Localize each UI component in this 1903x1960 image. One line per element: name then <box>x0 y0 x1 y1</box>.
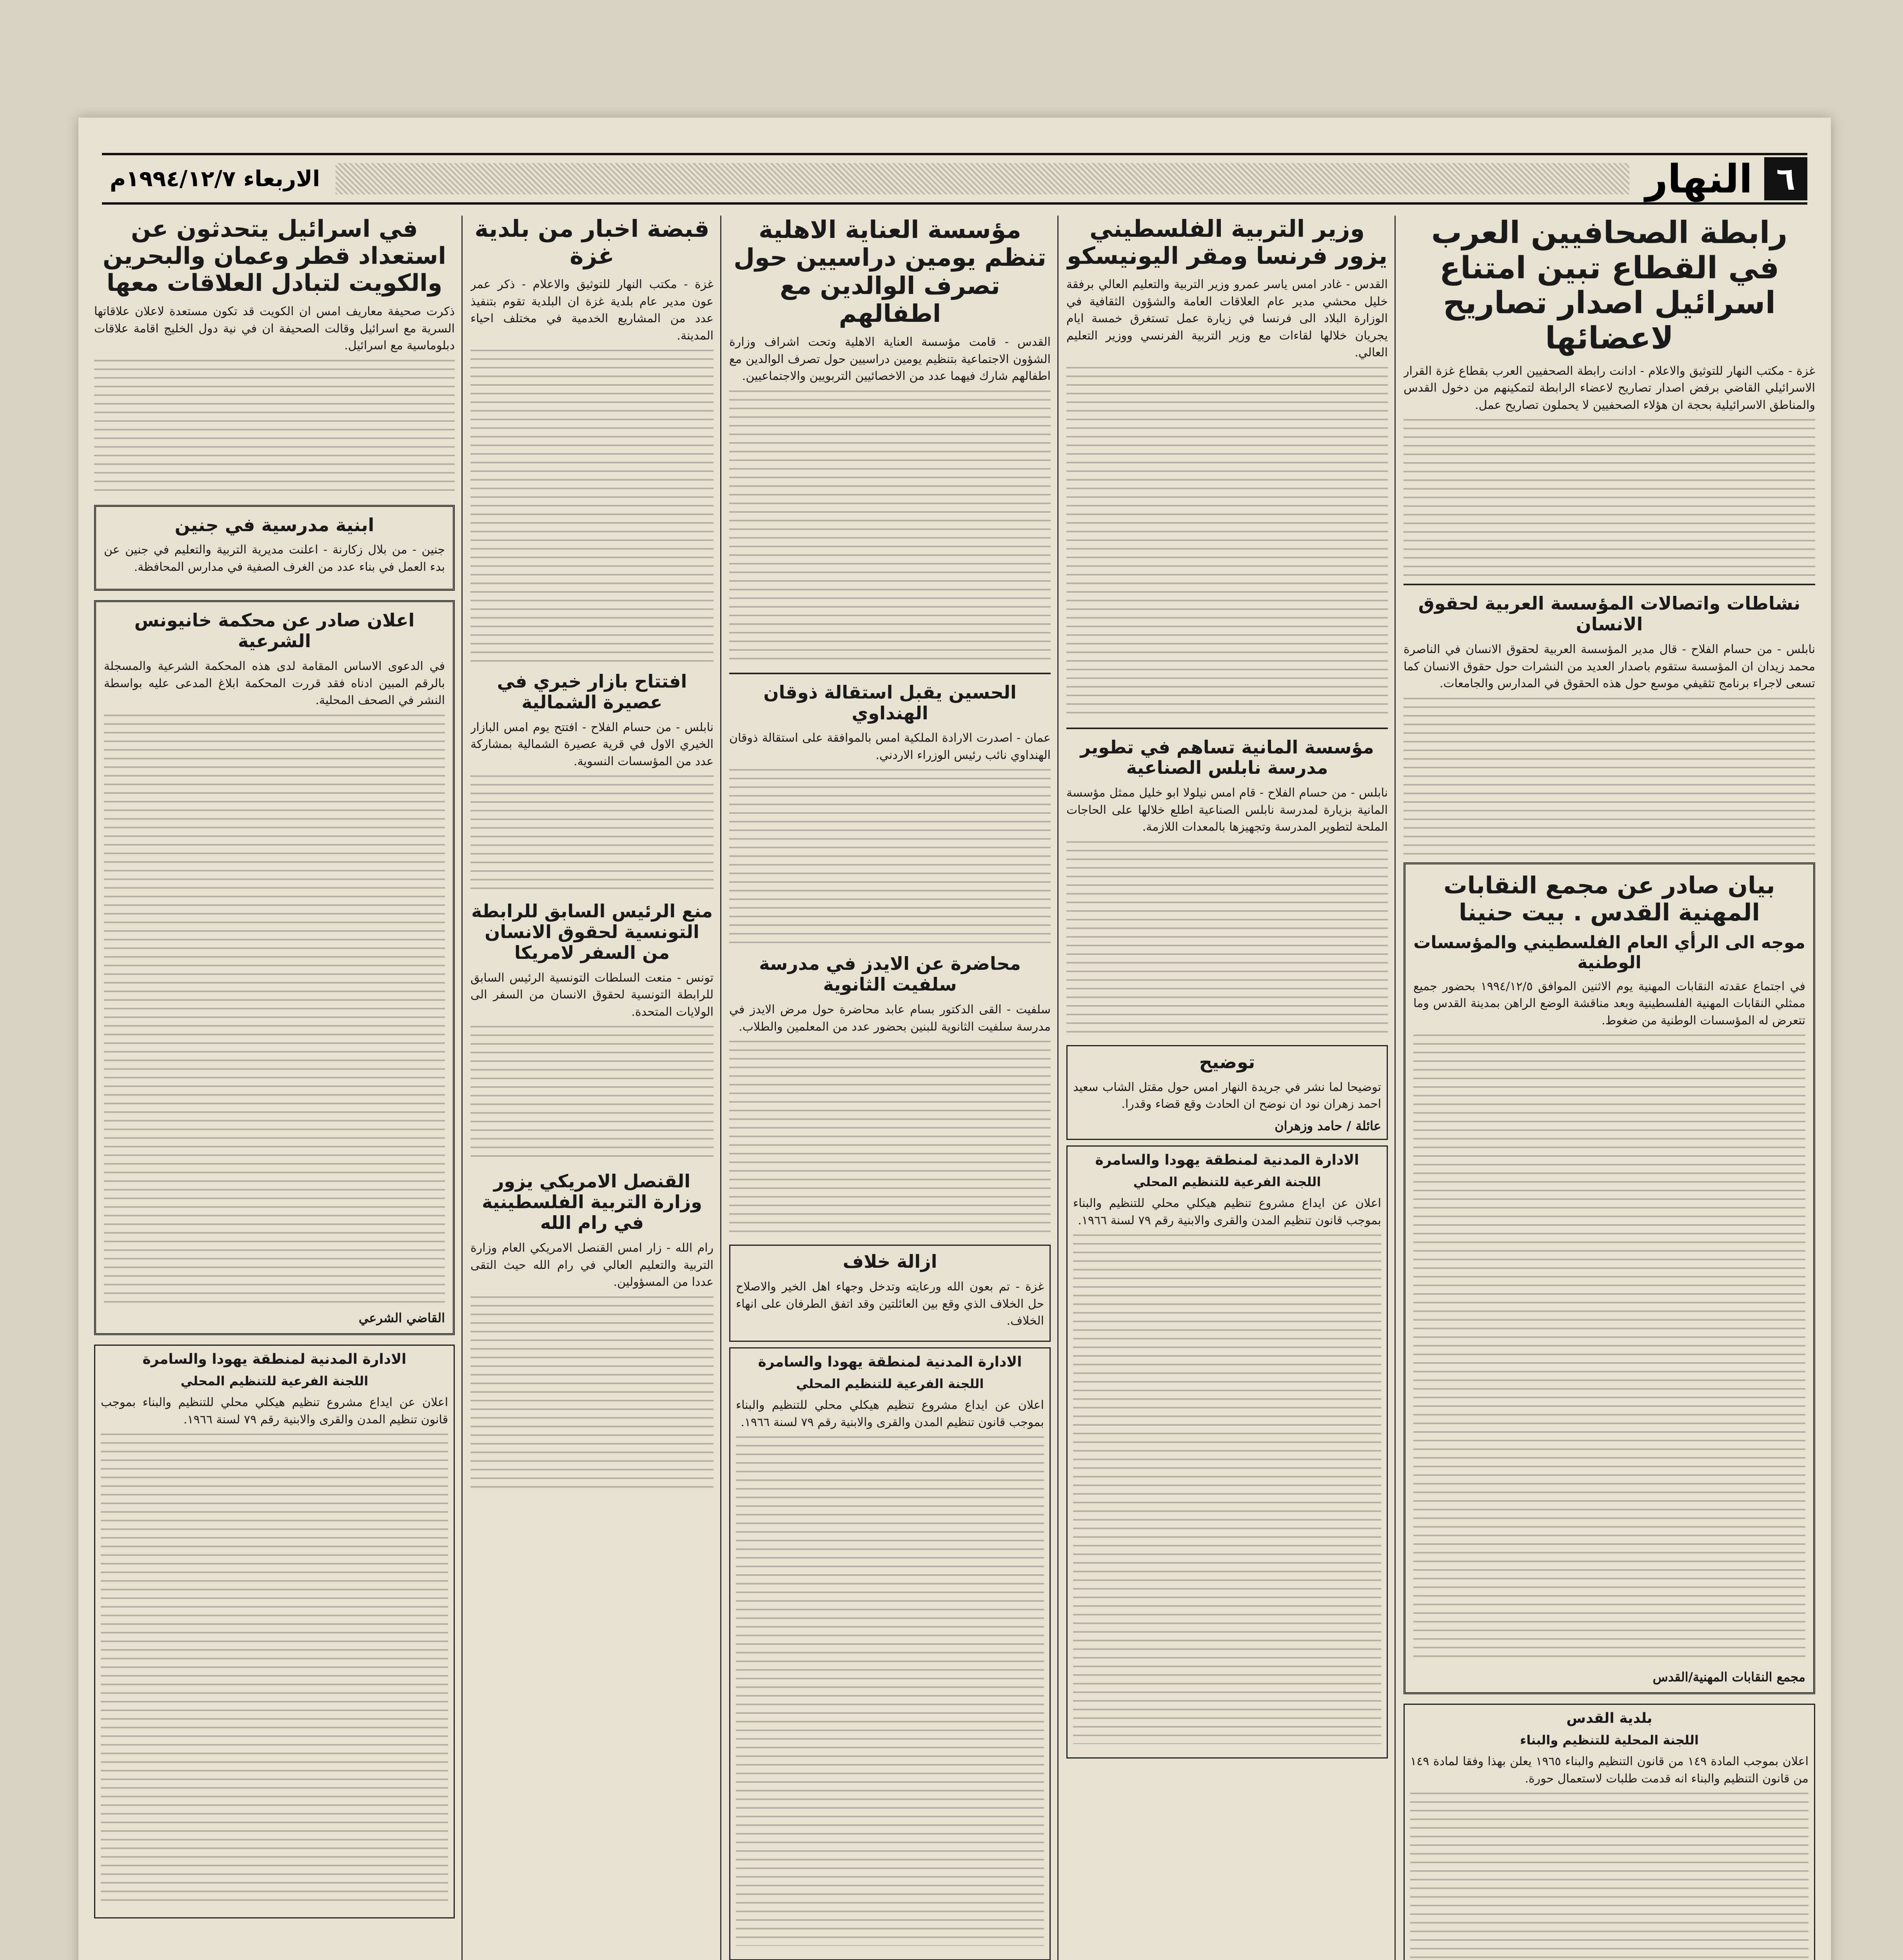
article-aids-body: سلفيت - القى الدكتور بسام عابد محاضرة حول مرض الايدز في مدرسة سلفيت الثانوية للبنين بحضور عدد من المعلمين والطلاب. <box>729 1003 1051 1034</box>
article-human-rights-body: نابلس - من حسام الفلاح - قال مدير المؤسسة العربية لحقوق الانسان في الناصرة محمد زيدان ان المؤسسة ستقوم باصدار العديد من النشرات حول حقوق الانسان كما تسعى لاجراء برنامج تثقيفي موسع حول هذه الحقوق في المدارس والجامعات. <box>1404 642 1815 691</box>
planning-notice-text <box>736 1436 1044 1946</box>
statement-box <box>1404 862 1815 1695</box>
headline-court: اعلان صادر عن محكمة خانيونس الشرعية <box>134 610 415 652</box>
court-signature: القاضي الشرعي <box>358 1310 445 1325</box>
headline-journalists: رابطة الصحافيين العرب في القطاع تبين امتناع اسرائيل اصدار تصاريح لاعضائها <box>1431 216 1788 356</box>
statement-subheadline: موجه الى الرأي العام الفلسطيني والمؤسسات الوطنية <box>1413 932 1805 973</box>
statement-body: في اجتماع عقدته النقابات المهنية يوم الاثنين الموافق ١٩٩٤/١٢/٥ بحضور جميع ممثلي النقابات المهنية الفلسطينية وبعد مناقشة الوضع الراهن بمدينة القدس وما تتعرض له المؤسسات الوطنية من ضغوط. <box>1413 979 1805 1027</box>
article-text-block <box>729 769 1051 946</box>
planning-notice-2 <box>729 1347 1051 1960</box>
column-left <box>94 216 455 1960</box>
planning-notice-3 <box>94 1345 455 1918</box>
headline-care-institution: مؤسسة العناية الاهلية تنظم يومين دراسيين حول تصرف الوالدين مع اطفالهم <box>734 216 1046 328</box>
clarification-title: توضيح <box>1199 1051 1255 1073</box>
column-rule <box>1057 216 1059 1960</box>
headline-human-rights: نشاطات واتصالات المؤسسة العربية لحقوق الانسان <box>1418 593 1801 635</box>
court-body: في الدعوى الاساس المقامة لدى هذه المحكمة الشرعية والمسجلة بالرقم المبين ادناه فقد قررت المحكمة ابلاغ المدعى عليه بواسطة النشر في الصحف المحلية. <box>104 659 445 708</box>
article-text-block <box>470 350 714 663</box>
article-consul-body: رام الله - زار امس القنصل الامريكي العام وزارة التربية والتعليم العالي في رام الله حيث التقى عددا من المسؤولين. <box>470 1241 714 1289</box>
clarification-box <box>1066 1045 1388 1140</box>
article-text-block <box>1066 367 1388 720</box>
planning-notice-subtitle: اللجنة الفرعية للتنظيم المحلي <box>796 1376 984 1392</box>
article-text-block <box>470 1296 714 1492</box>
column-rule <box>461 216 463 1960</box>
article-care-body: القدس - قامت مؤسسة العناية الاهلية وتحت اشراف وزارة الشؤون الاجتماعية بتنظيم يومين دراسيين حول تصرف الوالدين مع اطفالهم شارك فيهما عدد من الاخصائيين التربويين والاجتماعيين. <box>729 335 1051 383</box>
dispute-title: ازالة خلاف <box>843 1251 937 1272</box>
column-rule <box>1395 216 1396 1960</box>
planning-notice-subtitle: اللجنة الفرعية للتنظيم المحلي <box>180 1374 369 1389</box>
article-text-block <box>729 390 1051 665</box>
planning-notice-text <box>101 1434 448 1904</box>
headline-gaza-municipality: قبضة اخبار من بلدية غزة <box>474 216 710 270</box>
planning-notice-title: الادارة المدنية لمنطقة يهودا والسامرة <box>758 1354 1022 1370</box>
municipal-notice-text <box>1410 1793 1809 1960</box>
clarification-body: توضيحا لما نشر في جريدة النهار امس حول مقتل الشاب سعيد احمد زهران نود ان نوضح ان الحادث وقع قضاء وقدرا. <box>1073 1080 1381 1111</box>
planning-notice-body: اعلان عن ايداع مشروع تنظيم هيكلي محلي للتنظيم والبناء بموجب قانون تنظيم المدن والقرى والابنية رقم ٧٩ لسنة ١٩٦٦. <box>736 1398 1044 1429</box>
dispute-body: غزة - تم بعون الله ورعايته وتدخل وجهاء اهل الخير والاصلاح حل الخلاف الذي وقع بين العائلتين وقد اتفق الطرفان على انهاء الخلاف. <box>736 1280 1044 1328</box>
statement-headline: بيان صادر عن مجمع النقابات المهنية القدس . بيت حنينا <box>1444 871 1775 926</box>
planning-notice-body: اعلان عن ايداع مشروع تنظيم هيكلي محلي للتنظيم والبناء بموجب قانون تنظيم المدن والقرى والابنية رقم ٧٩ لسنة ١٩٦٦. <box>1073 1196 1381 1227</box>
municipal-notice-title: بلدية القدس <box>1566 1710 1652 1727</box>
headline-aids-lecture: محاضرة عن الايدز في مدرسة سلفيت الثانوية <box>759 953 1021 995</box>
headline-education-minister: وزير التربية الفلسطيني يزور فرنسا ومقر اليونيسكو <box>1067 216 1387 270</box>
article-bazaar-body: نابلس - من حسام الفلاح - افتتح يوم امس البازار الخيري الاول في قرية عصيرة الشمالية بمشاركة عدد من المؤسسات النسوية. <box>470 720 714 768</box>
statement-signature: مجمع النقابات المهنية/القدس <box>1652 1670 1805 1685</box>
article-text-block <box>1066 841 1388 1037</box>
article-german-body: نابلس - من حسام الفلاح - قام امس نيلولا ابو خليل ممثل مؤسسة المانية بزيارة لمدرسة نابلس الصناعية اطلع خلالها على الحاجات الملحة لتطوير المدرسة وتجهيزها بالمعدات اللازمة. <box>1066 786 1388 834</box>
column-four <box>470 216 714 1960</box>
masthead-tint <box>336 163 1629 194</box>
divider <box>1404 584 1815 585</box>
headline-german-foundation: مؤسسة المانية تساهم في تطوير مدرسة نابلس الصناعية <box>1080 736 1374 779</box>
article-municipality-body: غزة - مكتب النهار للتوثيق والاعلام - ذكر عمر عون مدير عام بلدية غزة ان البلدية تقوم بتنفيذ عدد من المشاريع الخدمية في مختلف احياء المدينة. <box>470 278 714 343</box>
article-jenin-body: جنين - من بلال زكارنة - اعلنت مديرية التربية والتعليم في جنين عن بدء العمل في بناء عدد من الغرف الصفية في مدارس المحافظة. <box>104 543 445 574</box>
divider <box>1066 728 1388 729</box>
court-text-block <box>104 715 445 1303</box>
column-right <box>1404 216 1815 1960</box>
article-text-block <box>470 1026 714 1163</box>
column-rule <box>720 216 721 1960</box>
page-number: ٦ <box>1764 157 1807 200</box>
divider <box>729 673 1051 674</box>
issue-date: الاربعاء ١٩٩٤/١٢/٧م <box>110 166 320 192</box>
headline-gulf-relations: في اسرائيل يتحدثون عن استعداد قطر وعمان والبحرين والكويت لتبادل العلاقات معها <box>103 216 446 297</box>
article-education-body: القدس - غادر امس ياسر عمرو وزير التربية والتعليم العالي برفقة خليل محشي مدير عام العلاقات العامة والشؤون الثقافية في الوزارة البلاد الى فرنسا في زيارة عمل تستغرق خمسة ايام يجريان خلالها لقاءات مع وزير التربية الفرنسي ووزير التعليم العالي. <box>1066 278 1388 359</box>
masthead <box>102 153 1807 205</box>
newspaper-logo: النهار <box>1645 156 1752 202</box>
dispute-notice <box>729 1245 1051 1341</box>
clarification-signature: عائلة / حامد وزهران <box>1275 1118 1381 1133</box>
municipal-notice-subtitle: اللجنة المحلية للتنظيم والبناء <box>1520 1733 1699 1748</box>
article-text-block <box>94 360 455 497</box>
article-journalists-body: غزة - مكتب النهار للتوثيق والاعلام - ادانت رابطة الصحفيين العرب بقطاع غزة القرار الاسرائيلي القاضي برفض اصدار تصاريح لاعضاء الرابطة لتمكينهم من دخول القدس والمناطق الاسرائيلية بحجة ان هؤلاء الصحفيين لا يحملون تصاريح عمل. <box>1404 364 1815 412</box>
school-box <box>94 505 455 591</box>
planning-notice-text <box>1073 1234 1381 1744</box>
headline-resignation: الحسين يقبل استقالة ذوقان الهنداوي <box>763 681 1017 724</box>
article-text-block <box>729 1041 1051 1237</box>
article-text-block <box>470 775 714 893</box>
planning-notice-title: الادارة المدنية لمنطقة يهودا والسامرة <box>1095 1152 1359 1168</box>
article-text-block <box>1404 419 1815 576</box>
column-two <box>1066 216 1388 1960</box>
municipal-notice <box>1404 1704 1815 1960</box>
planning-notice-subtitle: اللجنة الفرعية للتنظيم المحلي <box>1133 1174 1321 1190</box>
planning-notice-body: اعلان عن ايداع مشروع تنظيم هيكلي محلي للتنظيم والبناء بموجب قانون تنظيم المدن والقرى والابنية رقم ٧٩ لسنة ١٩٦٦. <box>101 1396 448 1426</box>
headline-consul: القنصل الامريكي يزور وزارة التربية الفلسطينية في رام الله <box>482 1171 702 1234</box>
article-gulf-body: ذكرت صحيفة معاريف امس ان الكويت قد تكون مستعدة لاعلان علاقاتها السرية مع اسرائيل وقالت الصحيفة ان في نية دول الخليج اقامة علاقات دبلوماسية مع اسرائيل. <box>94 305 455 352</box>
newspaper-page <box>78 118 1831 1960</box>
municipal-notice-body: اعلان بموجب المادة ١٤٩ من قانون التنظيم والبناء ١٩٦٥ يعلن بهذا وفقا لمادة ١٤٩ من قانون التنظيم والبناء انه قدمت طلبات لاستعمال حورة. <box>1410 1755 1809 1786</box>
headline-bazaar: افتتاح بازار خيري في عصيرة الشمالية <box>497 671 687 713</box>
headline-jenin-schools: ابنية مدرسية في جنين <box>174 514 374 535</box>
headline-tunisia: منع الرئيس السابق للرابطة التونسية لحقوق الانسان من السفر لامريكا <box>471 900 713 964</box>
article-tunisia-body: تونس - منعت السلطات التونسية الرئيس السابق للرابطة التونسية لحقوق الانسان من السفر الى الولايات المتحدة. <box>470 971 714 1019</box>
planning-notice-title: الادارة المدنية لمنطقة يهودا والسامرة <box>142 1351 407 1367</box>
column-three <box>729 216 1051 1960</box>
article-resignation-body: عمان - اصدرت الارادة الملكية امس بالموافقة على استقالة ذوقان الهنداوي نائب رئيس الوزراء الاردني. <box>729 731 1051 762</box>
court-box <box>94 600 455 1335</box>
planning-notice <box>1066 1145 1388 1759</box>
article-text-block <box>1404 698 1815 855</box>
statement-text-block <box>1413 1034 1805 1662</box>
